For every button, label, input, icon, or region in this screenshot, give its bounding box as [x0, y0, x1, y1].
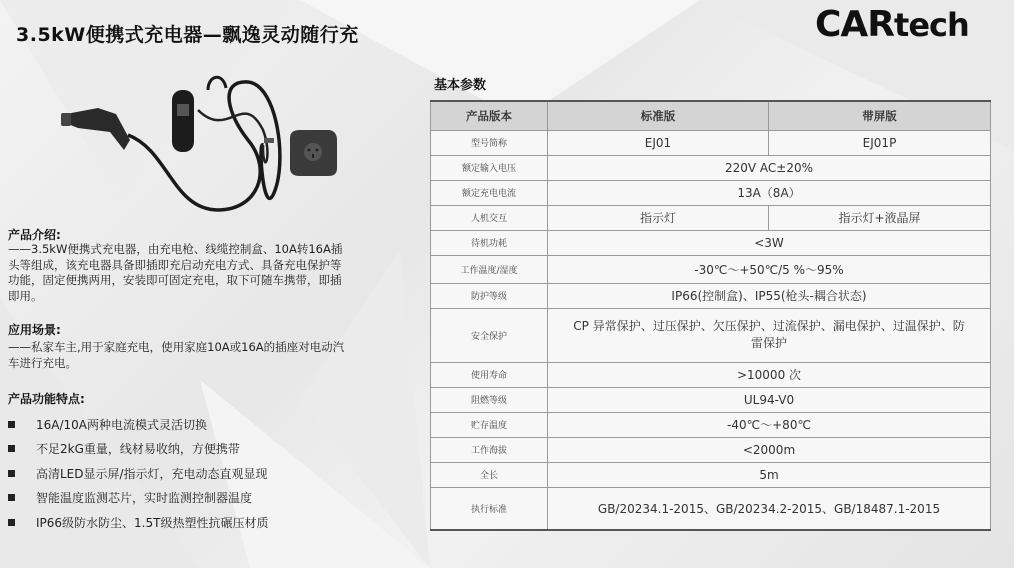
table-row: [431, 205, 991, 230]
charger-product-image: [58, 70, 388, 220]
features-list: [8, 412, 268, 535]
row-label: 待机功耗: [431, 230, 548, 255]
row-value: 13A（8A）: [548, 180, 991, 205]
bullet-icon: [8, 470, 15, 477]
row-label: 额定输入电压: [431, 155, 548, 180]
row-value: <3W: [548, 230, 991, 255]
row-label: 全长: [431, 462, 548, 487]
bullet-icon: [8, 519, 15, 526]
row-value: -30℃～+50℃/5 %～95%: [548, 255, 991, 283]
row-value: -40℃～+80℃: [548, 412, 991, 437]
row-label: 使用寿命: [431, 362, 548, 387]
bullet-icon: [8, 494, 15, 501]
row-label: 工作温度/湿度: [431, 255, 548, 283]
row-label: 阻燃等级: [431, 387, 548, 412]
row-value: CP 异常保护、过压保护、欠压保护、过流保护、漏电保护、过温保护、防雷保护: [548, 308, 991, 362]
brand-logo: CARtech: [815, 4, 969, 45]
row-value: EJ01P: [769, 130, 991, 155]
row-label: 执行标准: [431, 487, 548, 530]
list-item: 智能温度监测芯片，实时监测控制器温度: [8, 486, 268, 511]
page-title: 3.5kW便携式充电器—飘逸灵动随行充: [16, 24, 359, 46]
table-row: [431, 130, 991, 155]
table-row: [431, 387, 991, 412]
intro-text: ——3.5kW便携式充电器，由充电枪、线缆控制盒、10A转16A插 头等组成，该充电器具备即插即充启动充电方式、具备充电保护等 功能，固定便携两用，安装即可固定充电，取下可随车携带，即插 即用。: [8, 242, 343, 303]
list-item: 16A/10A两种电流模式灵活切换: [8, 412, 268, 437]
header-cell: 标准版: [548, 101, 769, 130]
header-cell: 产品版本: [431, 101, 548, 130]
features-heading: 产品功能特点:: [8, 392, 85, 406]
row-label: 型号简称: [431, 130, 548, 155]
row-value: UL94-V0: [548, 387, 991, 412]
header-cell: 带屏版: [769, 101, 991, 130]
table-row: [431, 462, 991, 487]
table-row: [431, 437, 991, 462]
table-row: [431, 362, 991, 387]
bullet-icon: [8, 421, 15, 428]
row-value: 指示灯: [548, 205, 769, 230]
row-value: 5m: [548, 462, 991, 487]
scenario-heading: 应用场景:: [8, 323, 61, 337]
row-label: 额定充电电流: [431, 180, 548, 205]
row-value: >10000 次: [548, 362, 991, 387]
table-row: [431, 155, 991, 180]
table-row: [431, 487, 991, 530]
list-item: 高清LED显示屏/指示灯，充电动态直观显现: [8, 461, 268, 486]
row-label: 防护等级: [431, 283, 548, 308]
row-value: EJ01: [548, 130, 769, 155]
bullet-icon: [8, 445, 15, 452]
row-value: 指示灯+液晶屏: [769, 205, 991, 230]
table-row: [431, 283, 991, 308]
table-row: [431, 180, 991, 205]
row-label: 人机交互: [431, 205, 548, 230]
params-table: [430, 100, 991, 531]
scenario-text: ——私家车主,用于家庭充电，使用家庭10A或16A的插座对电动汽 车进行充电。: [8, 340, 345, 370]
list-item: 不足2kG重量，线材易收纳，方便携带: [8, 437, 268, 462]
intro-heading: 产品介绍:: [8, 228, 61, 242]
list-item: IP66级防水防尘、1.5T级热塑性抗碾压材质: [8, 510, 268, 535]
row-value: 220V AC±20%: [548, 155, 991, 180]
row-value: GB/20234.1-2015、GB/20234.2-2015、GB/18487.1-2015: [548, 487, 991, 530]
table-row: [431, 255, 991, 283]
table-row: [431, 412, 991, 437]
row-value: <2000m: [548, 437, 991, 462]
row-label: 贮存温度: [431, 412, 548, 437]
table-header-row: [431, 101, 991, 130]
row-label: 工作海拔: [431, 437, 548, 462]
table-row: [431, 230, 991, 255]
row-label: 安全保护: [431, 308, 548, 362]
params-heading: 基本参数: [434, 78, 487, 93]
table-row: [431, 308, 991, 362]
row-value: IP66(控制盒)、IP55(枪头-耦合状态): [548, 283, 991, 308]
